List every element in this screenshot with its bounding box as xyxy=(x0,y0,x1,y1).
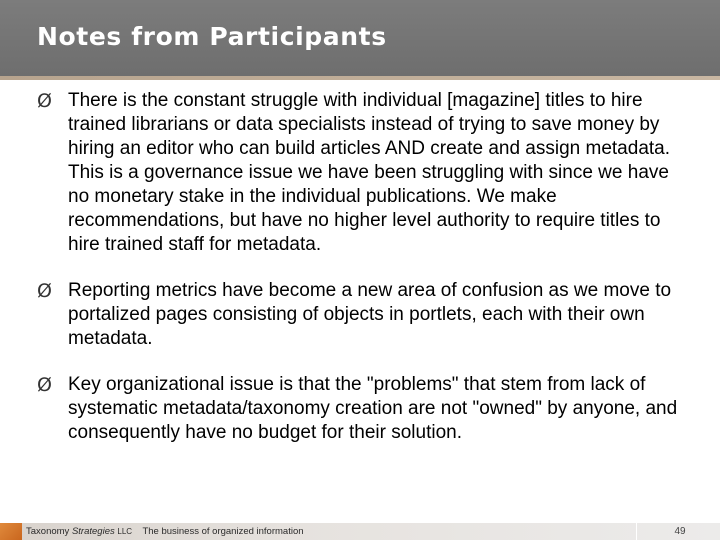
bullet-item xyxy=(0,279,720,351)
title-accent-line xyxy=(0,76,720,80)
bullet-list xyxy=(0,89,720,467)
bullet-text: Key organizational issue is that the "problems" that stem from lack of systematic metadata/taxonomy creation are not "owned" by anyone, and consequently have no budget for their solution. xyxy=(68,374,678,443)
footer xyxy=(0,523,720,540)
arrow-bullet-icon: Ø xyxy=(37,374,52,396)
slide-title: Notes from Participants xyxy=(37,22,387,51)
arrow-bullet-icon: Ø xyxy=(37,90,52,112)
footer-tagline: The business of organized information xyxy=(142,526,304,537)
footer-divider xyxy=(636,523,637,540)
bullet-text: There is the constant struggle with individual [magazine] titles to hire trained librarians or data specialists instead of trying to save money by hiring an editor who can build articles AND create and assign metadata. This is a governance issue we have been struggling with since we have no monetary stake in the individual publications. We make recommendations, but have no higher level authority to require titles to hire trained staff for metadata. xyxy=(68,90,671,255)
brand-name-italic: Strategies xyxy=(71,526,115,537)
brand-name: Taxonomy xyxy=(26,526,70,537)
bullet-text: Reporting metrics have become a new area of confusion as we move to portalized pages consisting of objects in portlets, each with their own metadata. xyxy=(68,280,672,349)
footer-brand xyxy=(26,526,304,537)
bullet-item xyxy=(0,373,720,445)
logo-icon xyxy=(0,523,22,540)
arrow-bullet-icon: Ø xyxy=(37,280,52,302)
brand-suffix: LLC xyxy=(117,527,133,536)
page-number: 49 xyxy=(674,526,686,537)
bullet-item xyxy=(0,89,720,257)
title-bar xyxy=(0,0,720,76)
